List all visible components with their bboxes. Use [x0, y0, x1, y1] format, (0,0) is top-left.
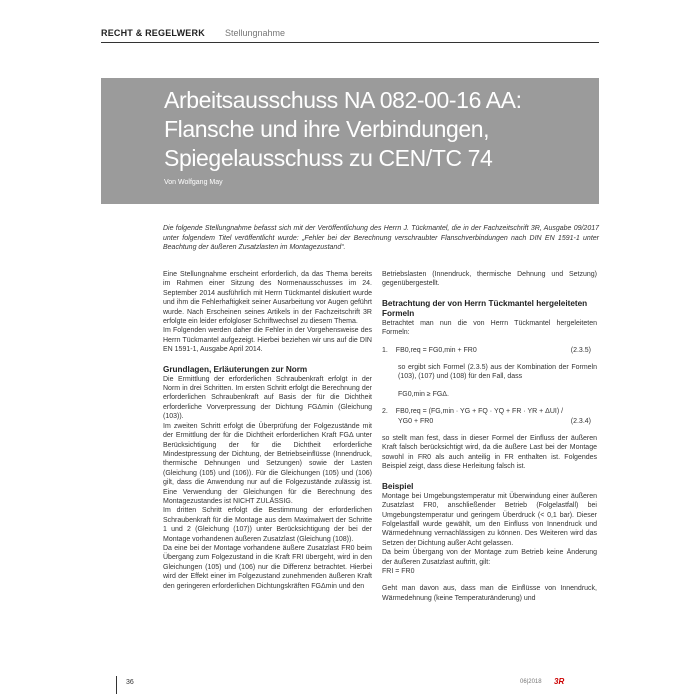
page-number: 36 [126, 679, 134, 686]
issue-label: 06|2018 [520, 679, 542, 685]
article-title [164, 86, 594, 173]
body-paragraph: Eine Stellungnahme erscheint erforderlich, da das Thema bereits im Rahmen einer Sitzung des Normenausschusses im 24. September 2014 ausführlich mit Herrn Tückmantel diskutiert wurde und ihm die Fehlerhaftigkeit seiner Ausarbeitung vor Augen geführt wurde. Nach Erscheinen seines Artikels in der Fachzeitschrift 3R erfolgte ein leider erfolgloser Schriftwechsel zu diesem Thema. [163, 271, 372, 326]
body-paragraph: Da beim Übergang von der Montage zum Betrieb keine Änderung der äußeren Zusatzlast auftritt, gilt: [382, 549, 597, 566]
formula-2-3-4-continued [382, 417, 597, 426]
magazine-logo: 3R [554, 677, 565, 686]
formula-expression: YG0 + FR0 [398, 417, 434, 425]
formula-equality: FRI = FR0 [382, 567, 415, 575]
formula-expression: FB0,req = (FG,min · YG + FQ · YQ + FR · YR + ΔUI) / [395, 408, 564, 416]
body-paragraph: Geht man davon aus, dass man die Einflüsse von Innendruck, Wärmedehnung (keine Temperaturänderung) und [382, 585, 597, 602]
author-byline: Von Wolfgang May [164, 179, 223, 186]
body-paragraph: Im zweiten Schritt erfolgt die Überprüfung der Folgezustände mit der Ermittlung der für die Dichtheit erforderlichen Kraft FGΔ unter Berücksichtigung der für die Dichtheit erforderliche Mindestpressung der Dichtung, der Betriebseinflüsse (Innendruck, thermische Dehnungen und Setzungen) sowie der Lasten (Gleichung (105) und (106)). Für die Gleichungen (105) und (106) gilt, dass die Anwendung nur auf die Folgezustände zulässig ist. Eine Verwendung der Gleichungen für die Berechnung des Montagezustandes ist NICHT ZULÄSSIG. [163, 422, 372, 505]
title-line: Flansche und ihre Verbindungen, [164, 116, 490, 142]
formula-label: 2. [382, 408, 388, 416]
formula-condition: FG0,min ≥ FGΔ. [398, 390, 449, 398]
body-paragraph: Die Ermittlung der erforderlichen Schraubenkraft erfolgt in der Norm in drei Schritten. Im ersten Schritt erfolgt die Berechnung der erforderlichen Schraubenkraft auf Basis der für die Dichtheit erforderliche Vorverpressung der Dichtung FGΔmin (Gleichung (103)). [163, 375, 372, 421]
title-line: Spiegelausschuss zu CEN/TC 74 [164, 145, 493, 171]
section-header [101, 27, 599, 43]
section-heading: Beispiel [382, 481, 414, 491]
body-paragraph: Im dritten Schritt erfolgt die Bestimmung der erforderlichen Schraubenkraft für die Montage aus dem Maximalwert der Schritte 1 und 2 (Gleichung (107)) unter Berücksichtigung der bei der Montage vorhandenen äußeren Zusatzlast (Gleichung (108)). [163, 507, 372, 543]
body-paragraph: Betriebslasten (Innendruck, thermische Dehnung und Setzung) gegenübergestellt. [382, 271, 597, 288]
formula-number: (2.3.4) [570, 417, 591, 425]
formula-number: (2.3.5) [570, 346, 591, 354]
formula-2-3-5 [382, 346, 597, 355]
formula-label: 1. [382, 346, 388, 354]
title-banner [101, 78, 599, 204]
body-paragraph: Betrachtet man nun die von Herrn Tückmantel hergeleiteten Formeln: [382, 319, 597, 337]
lead-paragraph: Die folgende Stellungnahme befasst sich mit der Veröffentlichung des Herrn J. Tückmantel, die in der Fachzeitschrift 3R, Ausgabe 09/2017 unter folgendem Titel veröffentlicht wurde: „Fehler bei der Berechnung verschraubter Flanschverbindungen nach DIN EN 1591-1 unter Beachtung der äußeren Zusatzlasten im Montagezustand“. [163, 225, 599, 252]
body-paragraph: Montage bei Umgebungstemperatur mit Überwindung einer äußeren Zusatzlast FR0, anschließender Betrieb (Folgelastfall) bei Umgebungstemperatur und geringem Überdruck (< 0,1 bar). Dieser Folgelastfall wurde gewählt, um den Einfluss von Innendruck und Wärmedehnung vernachlässigen zu können. Des Weiteren wird das Setzen der Dichtung außer Acht gelassen. [382, 492, 597, 547]
body-paragraph: Im Folgenden werden daher die Fehler in der Vorgehensweise des Herrn Tückmantel aufgezeigt. Hierbei beziehen wir uns auf die DIN EN 1591-1, Ausgabe April 2014. [163, 327, 372, 354]
body-paragraph: so stellt man fest, dass in dieser Formel der Einfluss der äußeren Kraft falsch berücksichtigt wird, da die äußere Last bei der Montage sowohl in FR0 als auch anteilig in FR enthalten ist. Folgendes Beispiel zeigt, dass diese Herleitung falsch ist. [382, 435, 597, 471]
body-paragraph: so ergibt sich Formel (2.3.5) aus der Kombination der Formeln (103), (107) und (108) für den Fall, dass [398, 364, 597, 381]
section-label: RECHT & REGELWERK [101, 28, 205, 38]
left-column [163, 270, 372, 591]
section-heading: Betrachtung der von Herrn Tückmantel hergeleiteten Formeln [382, 298, 588, 318]
right-column [382, 270, 597, 603]
footer-divider [116, 676, 117, 694]
body-paragraph: Da eine bei der Montage vorhandene äußere Zusatzlast FR0 beim Übergang zum Folgezustand in die Kraft FRI übergeht, wird in den Gleichungen (105) und (106) nur die Differenz betrachtet. Hierbei wird der Effekt einer im Folgezustand zunehmenden äußeren Kraft den geringeren erforderlichen Dichtungskräften FGΔmin und den [163, 544, 372, 590]
subsection-label: Stellungnahme [225, 28, 286, 38]
formula-2-3-4 [382, 407, 597, 416]
title-line: Arbeitsausschuss NA 082-00-16 AA: [164, 87, 522, 113]
formula-expression: FB0,req = FG0,min + FR0 [395, 346, 477, 354]
section-heading: Grundlagen, Erläuterungen zur Norm [163, 364, 308, 374]
